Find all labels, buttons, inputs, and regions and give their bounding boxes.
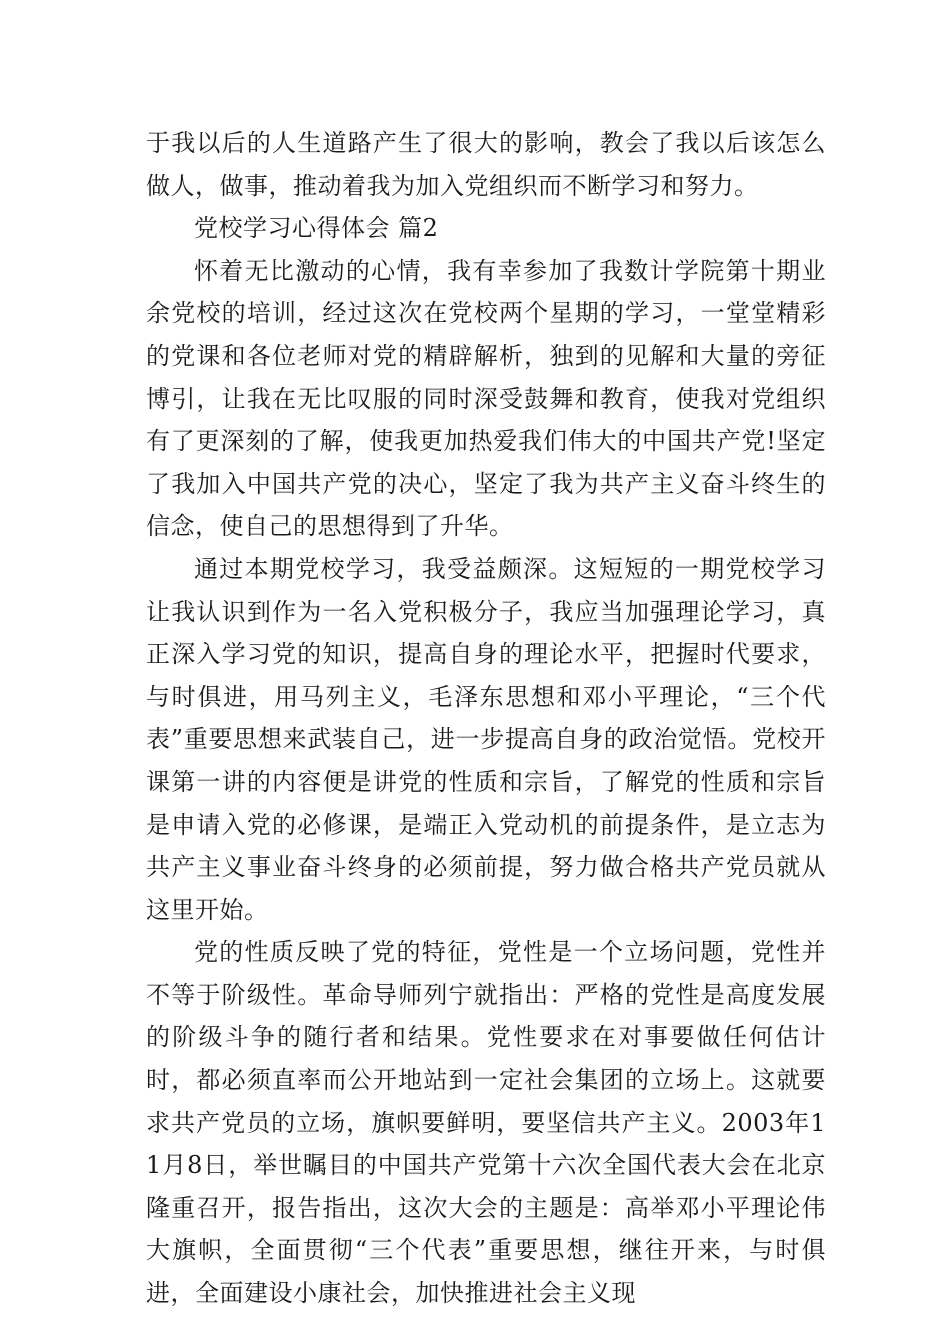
paragraph-body-2: 通过本期党校学习，我受益颇深。这短短的一期党校学习让我认识到作为一名入党积极分子，我应当加强理论学习，真正深入学习党的知识，提高自身的理论水平，把握时代要求，与时俱进，用马列主义，毛泽东思想和邓小平理论，“三个代表”重要思想来武装自己，进一步提高自身的政治觉悟。党校开课第一讲的内容便是讲党的性质和宗旨，了解党的性质和宗旨是申请入党的必修课，是端正入党动机的前提条件，是立志为共产主义事业奋斗终身的必须前提，努力做合格共产党员就从这里开始。 xyxy=(146,554,826,924)
section-heading: 党校学习心得体会 篇2 xyxy=(194,214,439,243)
document-page xyxy=(146,122,826,1315)
paragraph-continuation: 于我以后的人生道路产生了很大的影响，教会了我以后该怎么做人，做事，推动着我为加入党组织而不断学习和努力。 xyxy=(146,129,826,200)
paragraph-body-3: 党的性质反映了党的特征，党性是一个立场问题，党性并不等于阶级性。革命导师列宁就指出：严格的党性是高度发展的阶级斗争的随行者和结果。党性要求在对事要做任何估计时，都必须直率而公开地站到一定社会集团的立场上。这就要求共产党员的立场，旗帜要鲜明，要坚信共产主义。2003年11月8日，举世瞩目的中国共产党第十六次全国代表大会在北京隆重召开，报告指出，这次大会的主题是：高举邓小平理论伟大旗帜，全面贯彻“三个代表”重要思想，继往开来，与时俱进，全面建设小康社会，加快推进社会主义现 xyxy=(146,938,826,1308)
paragraph-body-1: 怀着无比激动的心情，我有幸参加了我数计学院第十期业余党校的培训，经过这次在党校两个星期的学习，一堂堂精彩的党课和各位老师对党的精辟解析，独到的见解和大量的旁征博引，让我在无比叹服的同时深受鼓舞和教育，使我对党组织有了更深刻的了解，使我更加热爱我们伟大的中国共产党!坚定了我加入中国共产党的决心，坚定了我为共产主义奋斗终生的信念，使自己的思想得到了升华。 xyxy=(146,256,826,541)
